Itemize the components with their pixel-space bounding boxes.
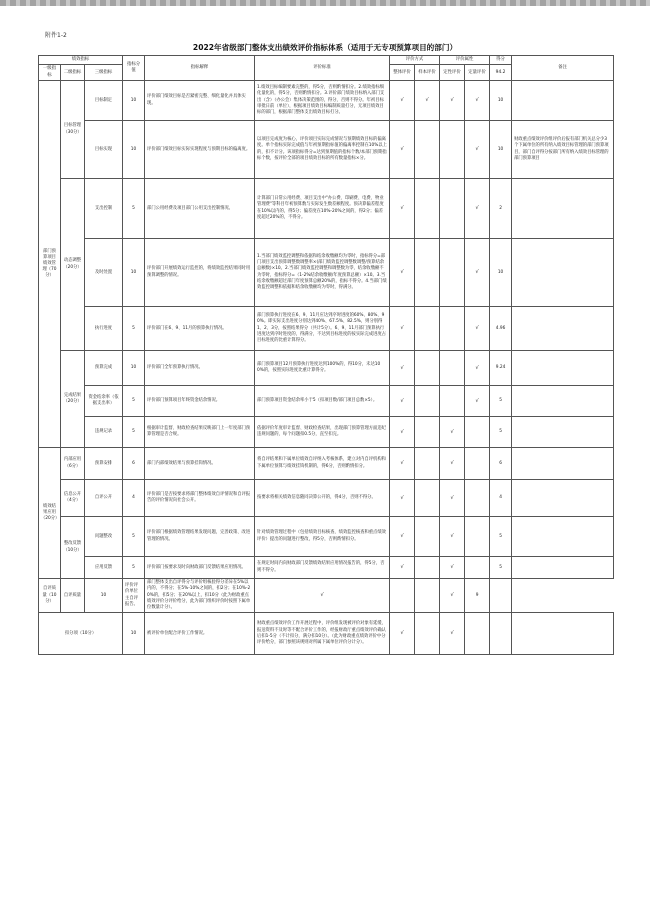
criteria-cell: 部门预算执行进度在6、9、11月应达到序时进度的60%、80%、90%。即实际支出进度分别达到40%、67.5%、82.5%，则分别得1、2、3分，按照结果得分（共计5分）。6、9、11月部门预算执行进度达到序时进度的，得满分，不达到目标进度的按实际完成进度占目标进度的比重计算得分。 [255,307,390,351]
quant-check: √ [465,351,490,386]
sample-check [415,517,440,557]
got-cell: 6 [490,448,512,480]
criteria-cell: 按要求将相关绩效信息随同决算公开的，得4分，否则不得分。 [255,480,390,517]
sample-check [415,121,440,179]
header-method: 评价方式 [390,56,440,65]
header-level3: 三级指标 [85,65,123,81]
got-cell: 4.96 [490,307,512,351]
quant-check: √ [465,386,490,417]
qual-check: √ [440,557,465,579]
sample-check [390,579,415,613]
level3-cell: 违规记录 [85,417,123,448]
level3-cell: 问题整改 [85,517,123,557]
table-row [39,386,614,417]
got-cell: 10 [490,81,512,121]
quant-check [465,417,490,448]
sample-check: √ [415,81,440,121]
explain-cell: 部门内部绩效结果与预算挂钩情况。 [145,448,255,480]
got-cell: 2 [490,179,512,239]
criteria-cell: 1.绩效目标编制要素完整的，得5分，否则酌情扣分。2.绩效指标细化量化的，得5分，否则酌情扣分。3.评价部门绩效目标纳入部门支出（含）（办公会）集体决策范围的，得分，否则不得分。年初目标审批日前（单位），根据项目绩效目标编制质量打分，无项目绩效目标的部门，根据部门整体支出绩效目标打分。 [255,81,390,121]
score-cell: 10 [123,81,145,121]
explain-cell: 评价部门预算项目年终资金结余情况。 [145,386,255,417]
remark-cell [512,517,614,557]
level3-cell: 执行进度 [85,307,123,351]
overall-check: √ [255,579,390,613]
got-cell: 9.24 [490,351,512,386]
quant-check: √ [465,179,490,239]
score-cell: 10 [123,121,145,179]
score-cell: 6 [123,448,145,480]
score-cell: 10 [123,613,145,655]
level3-cell: 资金结余率（依据支出率） [85,386,123,417]
group-done: 完成结果（20分） [61,351,85,448]
quant-check [465,480,490,517]
header-got: 得分 [490,56,512,65]
explain-cell: 评价部门全年预算执行情况。 [145,351,255,386]
table-row [39,448,614,480]
criteria-cell: 部门预算项目12月预算执行进度达到100%的，得10分，未达100%的，按照实际进度比重计算得分。 [255,351,390,386]
group-fix: 整改反馈（10分） [61,517,85,579]
explain-cell: 评价部门绩效目标是否紧密完整、细化量化并具体实现。 [145,81,255,121]
qual-check: √ [440,613,465,655]
table-row [39,417,614,448]
header-row-1 [39,56,614,65]
criteria-cell: 部门预算项目资金结余率小于5（扣项目数/部门项目总数×5）。 [255,386,390,417]
explain-cell: 根据审计监督、财政检查结果反映部门上一年度部门预算管理是否合规。 [145,417,255,448]
qual-check [440,239,465,307]
group-rate-label: 扣分项（10分） [39,613,123,655]
got-cell: 5 [490,386,512,417]
level3-cell: 及时处置 [85,239,123,307]
explain-cell: 评价部门根据绩效管理结果发现问题，完善政策、改进管理的情况。 [145,517,255,557]
criteria-cell: 依据评价年度审计监督、财政检查结果，出现部门预算管理方面违纪违规问题的，每个问题扣0.5分，直至扣完。 [255,417,390,448]
header-qual: 定性评价 [440,65,465,81]
score-cell: 10 [123,351,145,386]
header-remark: 备注 [512,56,614,81]
overall-check: √ [390,417,415,448]
header-sample: 样本评价 [415,65,440,81]
quant-check [465,517,490,557]
qual-check [440,121,465,179]
score-cell: 5 [123,179,145,239]
table-row [39,121,614,179]
level3-cell: 应用反馈 [85,557,123,579]
criteria-cell: 部门整体支出自评得分与评价组核验得分差异在5%以内的，不得分；在5%-10%之间的，扣2分；在10%-20%的，扣5分；在20%以上，扣10分（此为财政重点绩效评价分评价给分，此为部门组织评价时按照下属单位数量计分）。 [145,579,255,613]
header-level2: 二级指标 [61,65,85,81]
score-cell: 5 [123,417,145,448]
got-cell: 10 [490,121,512,179]
sample-check [415,239,440,307]
qual-check [440,179,465,239]
got-cell: 5 [490,417,512,448]
score-cell: 5 [123,517,145,557]
quant-check: √ [440,579,465,613]
group-goal: 目标管理（30分） [61,81,85,179]
sample-check [415,557,440,579]
table-row [39,351,614,386]
overall-check: √ [390,239,415,307]
explain-cell: 评价部门是否按要求将部门整体绩效自评情况和自评报告的评价情况向社会公开。 [145,480,255,517]
header-indicator: 绩效指标 [39,56,123,65]
remark-cell [512,307,614,351]
explain-cell: 评价部门开展绩效运行监控的，将绩效监控结果同时用预算调整的情况。 [145,239,255,307]
quant-check [465,557,490,579]
table-row [39,613,614,655]
quant-check: √ [465,121,490,179]
score-cell: 5 [123,386,145,417]
group-pub: 内部应用（6分） [61,448,85,480]
level3-cell: 目标制定 [85,81,123,121]
remark-cell [512,557,614,579]
got-cell: 5 [490,557,512,579]
overall-check: √ [390,351,415,386]
remark-cell [512,417,614,448]
overall-check: √ [390,307,415,351]
level3-cell: 支出控制 [85,179,123,239]
header-total-got: 94.2 [490,65,512,81]
indicator-table [38,55,614,655]
level3-cell: 目标实现 [85,121,123,179]
criteria-cell: 针对绩效管理过程中（包括绩效目标核查、绩效监控核查和重点绩效评价）提出的问题进行整改，得5分，否则酌情扣分。 [255,517,390,557]
criteria-cell: 在规定时间内向财政部门反馈绩效结果应用情况报告的，得5分，否则不得分。 [255,557,390,579]
overall-check: √ [390,121,415,179]
level3-cell: 预算完成 [85,351,123,386]
sample-check [415,386,440,417]
qual-check: √ [440,417,465,448]
table-row [39,557,614,579]
got-cell: 4 [490,480,512,517]
document-title: 2022年省级部门整体支出绩效评价指标体系（适用于无专项预算项目的部门） [192,43,458,52]
sample-check [415,307,440,351]
overall-check: √ [390,448,415,480]
overall-check: √ [390,517,415,557]
qual-check [415,579,440,613]
explain-cell: 评价评价单位主自评报告。 [123,579,145,613]
explain-cell: 被评价单位配合评价工作情况。 [145,613,255,655]
group-self: 自评质量（10分） [39,579,61,613]
criteria-cell: 财政重点绩效评价工作开展过程中，评价组发现被评价对象有延缓、报送资料不及时等不配合评价工作的，经报财政厅重点绩效评价确认后扣1-5分（不计扣分，满分扣10分）。（此为财政重点绩效评价中分评价给分，部门参照该规则对所属下属单位评价分计分）。 [255,613,390,655]
table-row [39,179,614,239]
explain-cell: 评价部门绩效目标实际实现程度与预期目标的偏离度。 [145,121,255,179]
explain-cell: 评价部门在6、9、11月的预算执行情况。 [145,307,255,351]
remark-cell [512,448,614,480]
overall-check: √ [390,179,415,239]
group-self-l2: 自评质量 [61,579,85,613]
score-cell: 5 [123,557,145,579]
sample-check [415,613,440,655]
remark-cell [512,239,614,307]
table-row [39,517,614,557]
overall-check: √ [390,480,415,517]
table-row [39,579,614,613]
qual-check: √ [440,517,465,557]
score-cell: 4 [123,480,145,517]
table-row [39,307,614,351]
quant-check [465,448,490,480]
criteria-cell: 计算部门日常公用经费、项目支出中"办公费、印刷费、电费、物业管理费"等科目年初预算数与实际发生数差额程度。预决算偏差程度在10%以内的，得5分；偏差度在10%-20%之间的，得2分；偏差度超过20%的，不得分。 [255,179,390,239]
qual-check [440,307,465,351]
scan-top-edge [0,0,650,6]
header-score: 指标分值 [123,56,145,81]
qual-check: √ [440,448,465,480]
explain-cell: 部门公用经费及项目部门公用支出控制情况。 [145,179,255,239]
annex-label: 附件1-2 [45,32,67,39]
overall-check: √ [390,613,415,655]
table-row [39,239,614,307]
header-quant: 定量评价 [465,65,490,81]
remark-cell [512,480,614,517]
sample-check [415,448,440,480]
quant-check: √ [465,307,490,351]
header-level1: 一级指标 [39,65,61,81]
quant-check: √ [465,81,490,121]
sample-check [415,351,440,386]
group-dyn: 动态调整（20分） [61,179,85,351]
explain-cell: 评价部门按要求及时向财政部门反馈结果应用情况。 [145,557,255,579]
quant-check: √ [465,239,490,307]
overall-check: √ [390,557,415,579]
quant-check [465,613,490,655]
overall-check: √ [390,386,415,417]
sample-check [415,480,440,517]
remark-cell [512,351,614,386]
table-row [39,81,614,121]
remark-cell [512,81,614,121]
qual-check [440,351,465,386]
score-cell: 5 [123,307,145,351]
remark-cell [512,386,614,417]
group-use: 绩效结果应用（20分） [39,448,61,579]
header-attr: 评价属性 [440,56,490,65]
criteria-cell: 1.当部门绩效监控调整和依据和结余收缴额均为零时，指标得分=部门项目支出预算调整数调整率×(部门绩效监控调整数调整/预算结余总额数)×10。2.当部门绩效监控调整和调整数为零，结余收缴额不为零时，指标得分=（1-2%结余收缴额/年度预算总额）×10。3.当结余收缴额超过部门年度预算总额20%的，指标不得分。4.当部门绩效监控调整和依据和结余收缴额均为零时，得满分。 [255,239,390,307]
got-cell: 5 [490,517,512,557]
score-cell: 10 [85,579,123,613]
remark-cell: 财政重点绩效评价组评价后报有部门机关总分少3个下属单位的所有纳入绩效目标管理的部门预算项目，部门自评得分按部门所有纳入绩效目标管理的部门预算项目 [512,121,614,179]
level3-cell: 自评公开 [85,480,123,517]
overall-check: √ [390,81,415,121]
group-info: 信息公开（4分） [61,480,85,517]
level3-cell: 预算安排 [85,448,123,480]
qual-check: √ [440,480,465,517]
remark-cell [512,613,614,655]
qual-check: √ [440,81,465,121]
sample-check [415,179,440,239]
got-cell [490,613,512,655]
score-cell: 10 [123,239,145,307]
got-cell: 10 [490,239,512,307]
header-criteria: 评价标准 [255,56,390,81]
group-mgmt: 部门预算项目绩效管理（70分） [39,81,61,448]
sample-check [415,417,440,448]
criteria-cell: 将自评结果和下属单位绩效自评纳入考核体系，建立对内自评机构和下属单位预算与绩效挂钩机制的，得6分，否则酌情扣分。 [255,448,390,480]
qual-check [440,386,465,417]
criteria-cell: 以项目完成度为核心，评价项目实际完成情况与预期绩效目标的偏离度。单个指标实际完成值与年初预期指标值的偏离率控制在10%以上的，扣不计分。该项指标得分=达到预期值的指标个数/本部门预期指标个数，按评价全部的项目绩效目标的所有数量指标×分。 [255,121,390,179]
table-row [39,480,614,517]
remark-cell [512,179,614,239]
got-cell: 9 [465,579,490,613]
remark-cell [490,579,512,613]
header-explain: 指标解释 [145,56,255,81]
header-overall: 整体评价 [390,65,415,81]
